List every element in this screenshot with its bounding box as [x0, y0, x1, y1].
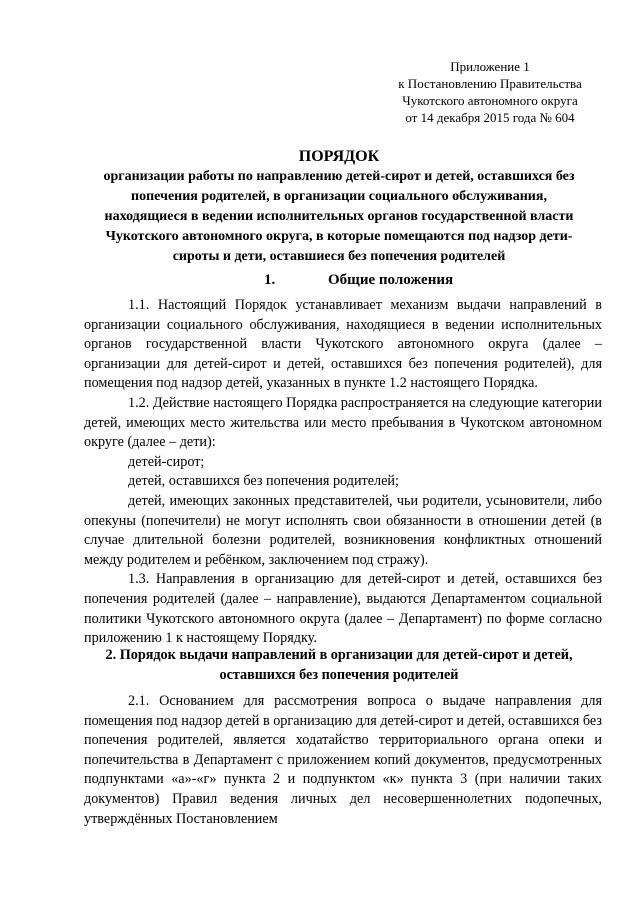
section-2-body [84, 692, 602, 829]
section-heading-line: оставшихся без попечения родителей [219, 666, 459, 683]
paragraph: 1.1. Настоящий Порядок устанавливает механизм выдачи направлений в организации социального обслуживания, находящиеся в ведении исполнительных органов государственной власти Чукотского автономного округа (далее – организации для детей-сирот и детей, оставшихся без попечения родителей), для помещения под надзор детей, указанных в пункте 1.2 настоящего Порядка. [84, 297, 602, 392]
document-title [74, 147, 604, 267]
paragraph: 1.2. Действие настоящего Порядка распространяется на следующие категории детей, имеющих место жительства или место пребывания в Чукотском автономном округе (далее – дети): [84, 394, 602, 451]
paragraph: 1.3. Направления в организацию для детей-сирот и детей, оставшихся без попечения родителей (далее – направление), выдаются Департаментом социальной политики Чукотского автономного округа (далее – Департамент) по форме согласно приложению 1 к настоящему Порядку. [84, 571, 602, 647]
appendix-line: Чукотского автономного округа [402, 93, 578, 108]
section-2-heading [74, 646, 604, 685]
paragraph: детей-сирот; [128, 453, 205, 470]
appendix-block [380, 58, 600, 126]
appendix-line: Приложение 1 [450, 59, 530, 74]
section-1-body [84, 296, 602, 649]
section-heading-line: 2. Порядок выдачи направлений в организации для детей-сирот и детей, [105, 647, 573, 663]
paragraph: детей, имеющих законных представителей, чьи родители, усыновители, либо опекуны (попечители) не могут исполнять свои обязанности в отношении детей (в случае длительной болезни родителей, возникновения конфликтных отношений между родителем и ребёнком, заключением под стражу). [84, 492, 602, 568]
title-line: Чукотского автономного округа, в которые помещаются под надзор дети- [105, 229, 573, 244]
paragraph: 2.1. Основанием для рассмотрения вопроса о выдаче направления для помещения под надзор детей в организацию для детей-сирот и детей, оставшихся без попечения родителей, является ходатайство территориального органа опеки и попечительства в Департамент с приложением копий документов, предусмотренных подпунктами «а»-«г» пункта 2 и подпунктом «к» пункта 3 (при наличии таких документов) Правил ведения личных дел несовершеннолетних подопечных, утверждённых Постановлением [84, 693, 602, 827]
appendix-line: от 14 декабря 2015 года № 604 [405, 110, 575, 125]
title-line: попечения родителей, в организации социального обслуживания, [131, 189, 547, 204]
section-number: 1. [264, 272, 276, 288]
title-line: организации работы по направлению детей-сирот и детей, оставшихся без [103, 169, 575, 184]
appendix-line: к Постановлению Правительства [398, 76, 582, 91]
title-main: ПОРЯДОК [298, 148, 380, 165]
section-heading-text: Общие положения [328, 272, 454, 288]
title-line: находящиеся в ведении исполнительных органов государственной власти [104, 209, 574, 224]
paragraph: детей, оставшихся без попечения родителей; [128, 473, 399, 490]
title-line: сироты и дети, оставшиеся без попечения родителей [172, 249, 506, 264]
